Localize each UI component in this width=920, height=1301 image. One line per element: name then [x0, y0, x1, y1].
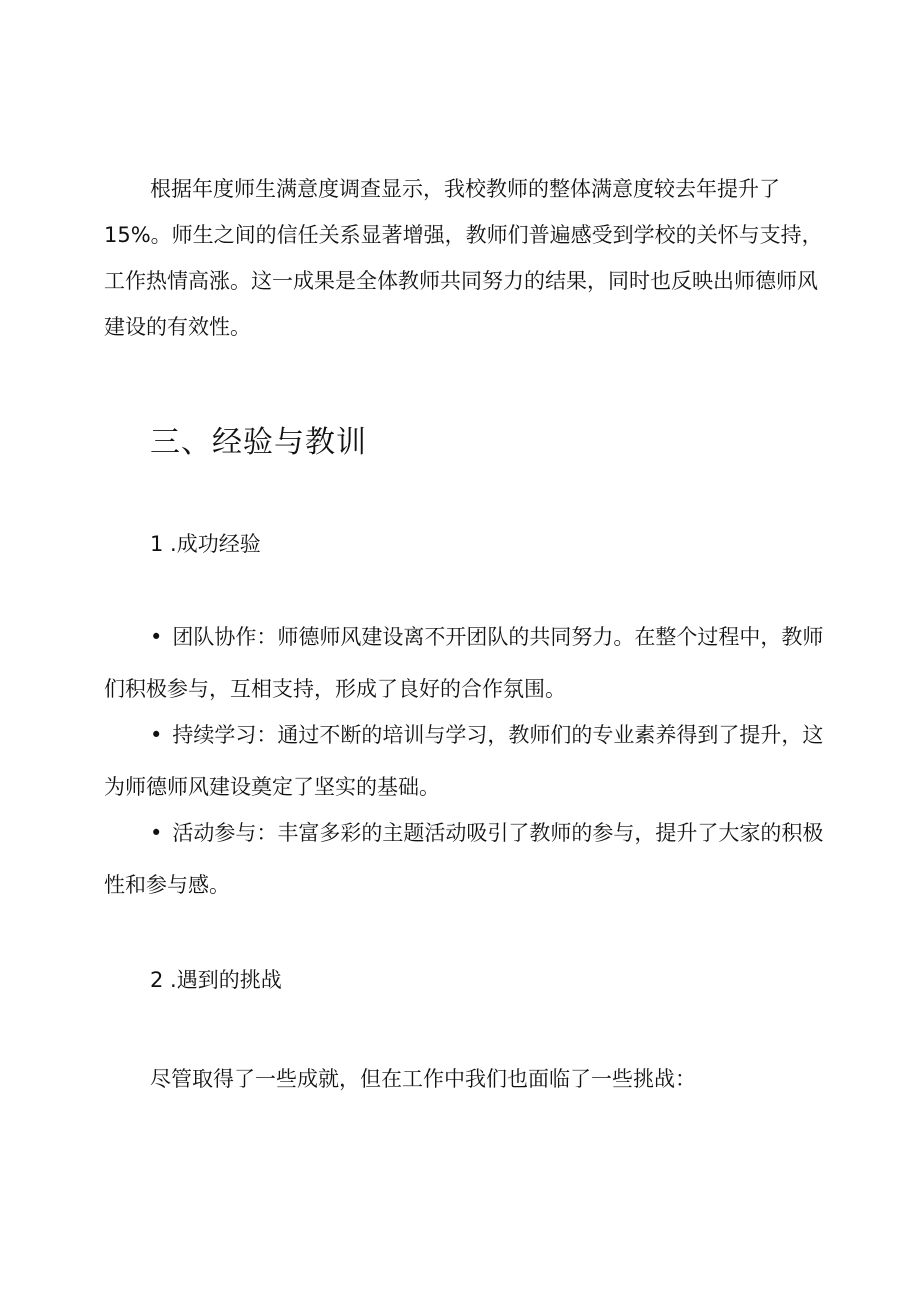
bullet-dot: • — [150, 821, 163, 845]
challenges-intro: 尽管取得了一些成就，但在工作中我们也面临了一些挑战： — [150, 1067, 696, 1091]
section-title: 三、经验与教训 — [150, 425, 367, 460]
bullet-text: 持续学习：通过不断的培训与学习，教师们的专业素养得到了提升，这为师德师风建设奠定了坚实的基础。 — [104, 723, 824, 799]
bullet-dot: • — [150, 625, 163, 649]
bullet-text: 活动参与：丰富多彩的主题活动吸引了教师的参与，提升了大家的积极性和参与感。 — [104, 821, 824, 897]
bullet-dot: • — [150, 723, 163, 747]
intro-paragraph: 根据年度师生满意度调查显示，我校教师的整体满意度较去年提升了15%。师生之间的信任关系显著增强，教师们普遍感受到学校的关怀与支持，工作热情高涨。这一成果是全体教师共同努力的结果，同时也反映出师德师风建设的有效性。 — [104, 177, 823, 339]
success-item-teamwork — [104, 611, 824, 715]
success-heading: 1 .成功经验 — [150, 532, 261, 556]
challenges-heading: 2 .遇到的挑战 — [150, 968, 282, 992]
success-item-learning — [104, 709, 824, 813]
bullet-text: 团队协作：师德师风建设离不开团队的共同努力。在整个过程中，教师们积极参与，互相支持，形成了良好的合作氛围。 — [104, 625, 824, 701]
success-item-activities — [104, 807, 824, 911]
